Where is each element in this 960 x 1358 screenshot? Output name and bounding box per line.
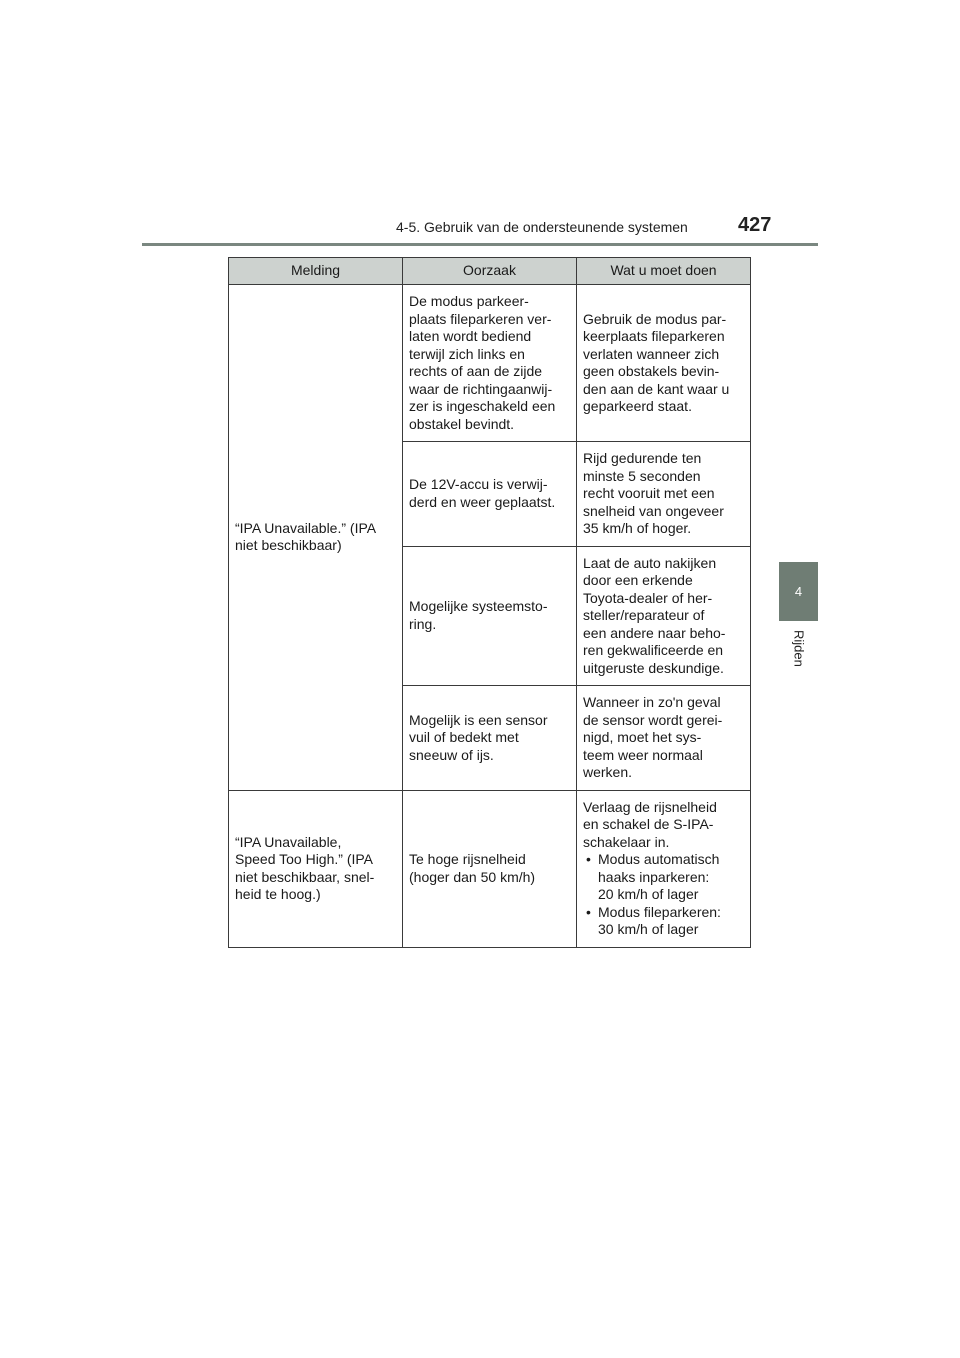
message-cell [229,285,403,791]
column-header-melding: Melding [229,258,403,285]
chapter-number: 4 [794,584,803,599]
action-cell [577,546,751,686]
cause-cell [403,686,577,791]
cause-text: De modus parkeer- plaats fileparkeren ver- laten wordt bediend terwijl zich links en rechts of aan de zijde waar de richtingaanwij- zer is ingeschakeld een obstakel bevindt. [409,293,556,432]
action-text: Gebruik de modus par- keerplaats fileparkeren verlaten wanneer zich geen obstakels bevin- den aan de kant waar u geparkeerd staat. [583,310,730,414]
cause-cell [403,790,577,947]
column-header-actie: Wat u moet doen [577,258,751,285]
cause-text: Mogelijk is een sensor vuil of bedekt met sneeuw of ijs. [409,711,548,763]
action-cell [577,285,751,442]
message-table [228,257,751,948]
chapter-tab[interactable] [779,562,818,621]
table-row [229,790,751,947]
action-intro-text: Verlaag de rijsnelheid en schakel de S-IPA- schakelaar in. [583,798,717,850]
table-header-row [229,258,751,285]
action-cell [577,686,751,791]
action-text: Wanneer in zo'n geval de sensor wordt gerei- nigd, moet het sys- teem weer normaal werken. [583,694,723,780]
page-number: 427 [738,214,772,236]
cause-cell [403,442,577,547]
chapter-label: Rijden [791,630,807,667]
action-text: Laat de auto nakijken door een erkende Toyota-dealer of her- steller/reparateur of een andere naar beho- ren gekwalificeerde en uitgeruste deskundige. [583,554,726,676]
header-rule [142,243,818,246]
cause-text: Mogelijke systeemsto- ring. [409,598,548,632]
message-text: “IPA Unavailable, Speed Too High.” (IPA niet beschikbaar, snel- heid te hoog.) [235,833,375,902]
table-row [229,285,751,442]
action-bullet: • Modus fileparkeren: 30 km/h of lager [583,904,744,939]
action-bullet: • Modus automatisch haaks inparkeren: 20 km/h of lager [583,851,744,904]
action-bullet-list [583,851,744,939]
column-header-oorzaak: Oorzaak [403,258,577,285]
action-text: Rijd gedurende ten minste 5 seconden recht vooruit met een snelheid van ongeveer 35 km/h of hoger. [583,450,724,536]
cause-cell [403,285,577,442]
cause-text: Te hoge rijsnelheid (hoger dan 50 km/h) [409,851,536,885]
section-title: 4-5. Gebruik van de ondersteunende systemen [396,219,688,235]
message-cell [229,790,403,947]
cause-cell [403,546,577,686]
cause-text: De 12V-accu is verwij- derd en weer geplaatst. [409,476,556,510]
action-cell [577,442,751,547]
action-cell [577,790,751,947]
message-text: “IPA Unavailable.” (IPA niet beschikbaar) [235,519,377,554]
